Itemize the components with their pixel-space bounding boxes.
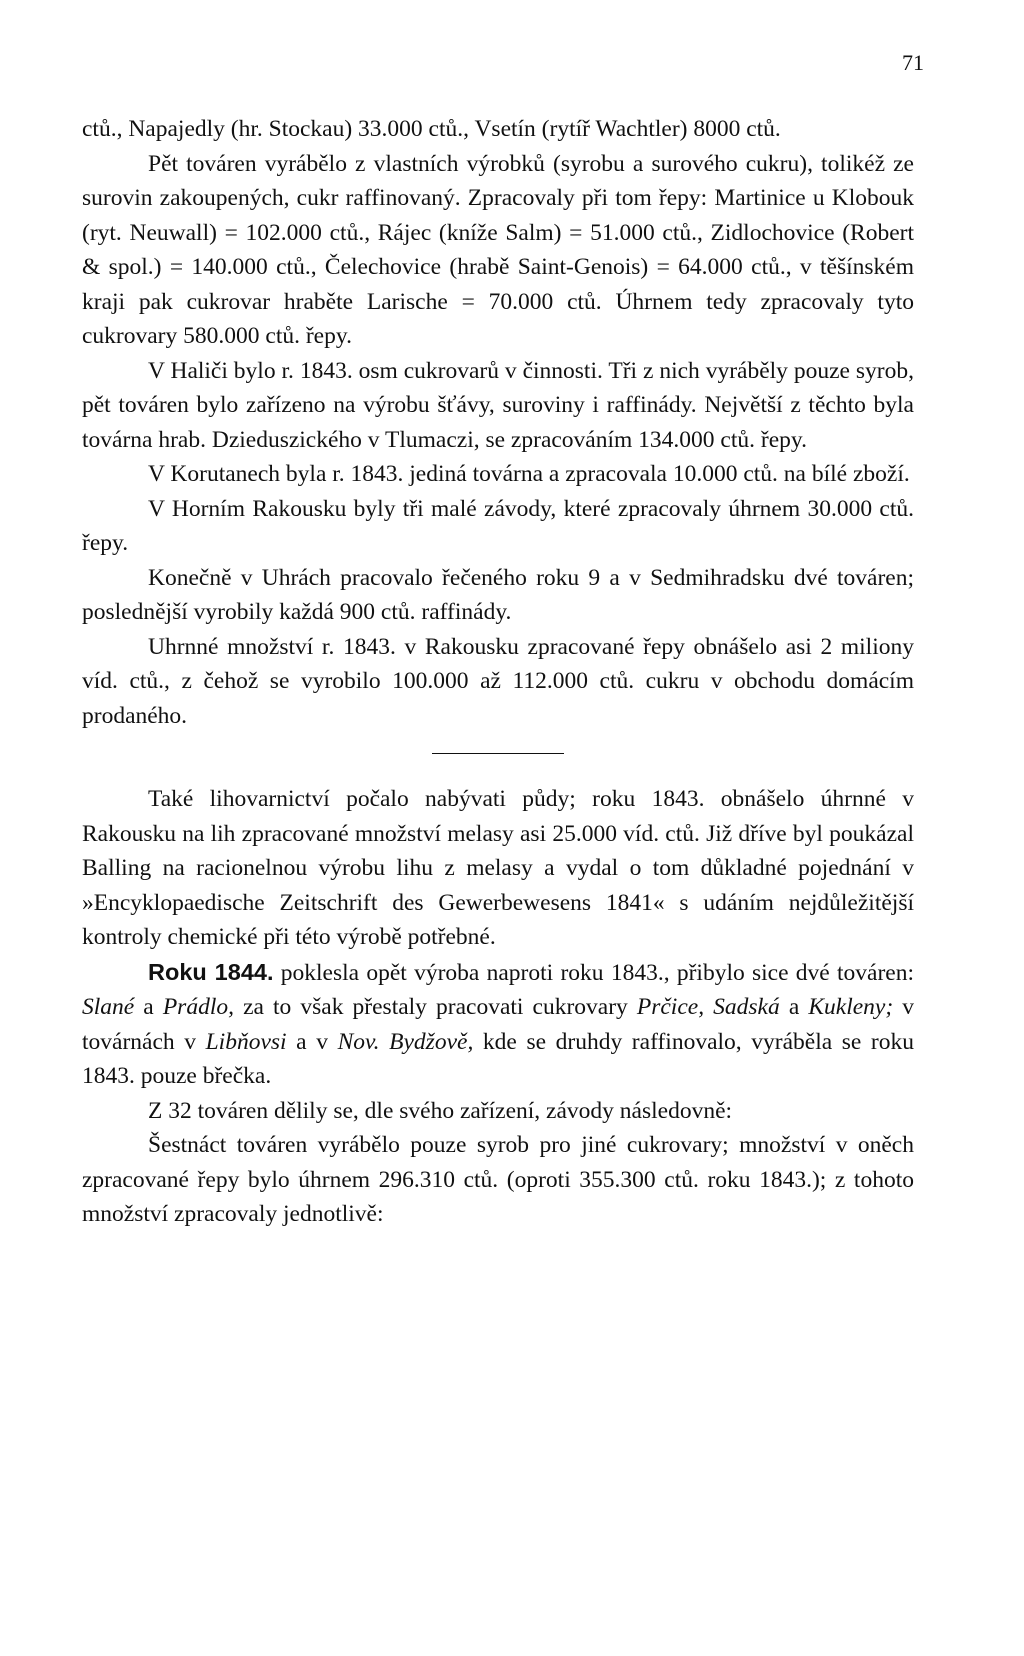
paragraph-continued: ctů., Napajedly (hr. Stockau) 33.000 ctů., Vsetín (rytíř Wachtler) 8000 ctů. [82, 116, 781, 142]
paragraph-galicia: V Haliči bylo r. 1843. osm cukrovarů v činnosti. Tři z nich vyráběly pouze syrob, pět továren bylo zařízeno na výrobu šťávy, suroviny i raffinády. Největší z těchto byla továrna hrab. Dzieduszického v Tlumaczi, se zpracováním 134.000 ctů. řepy. [82, 357, 914, 453]
place-name: Prádlo, [162, 994, 234, 1020]
text-run: v továrnách v [82, 994, 915, 1055]
text-run: a [779, 994, 809, 1020]
paragraph-hungary: Konečně v Uhrách pracovalo řečeného roku 9 a v Sedmihradsku dvé továren; poslednější vyrobily každá 900 ctů. raffinády. [82, 564, 914, 625]
text-run: kde se druhdy raffinovalo, vyráběla se roku 1843. pouze břečka. [82, 1028, 915, 1089]
text-run: poklesla opět výroba naproti roku 1843., přibylo sice dvé továren: [273, 959, 915, 986]
paragraph-year-1844 [82, 955, 914, 1094]
paragraph-carinthia: V Korutanech byla r. 1843. jediná továrna a zpracovala 10.000 ctů. na bílé zboží. [148, 461, 910, 487]
paragraph-32-factories: Z 32 továren dělily se, dle svého zařízení, závody následovně: [148, 1097, 733, 1124]
place-name: Nov. Bydžově, [337, 1028, 474, 1055]
page-body [82, 112, 914, 1232]
place-name: Libňovsi [205, 1028, 287, 1055]
place-name: Kukleny; [808, 994, 894, 1020]
year-1844-heading: Roku 1844. [148, 958, 274, 985]
place-name: Slané [82, 994, 135, 1020]
paragraph-distillery: Také lihovarnictví počalo nabývati půdy; roku 1843. obnášelo úhrnné v Rakousku na lih zpracované množství melasy asi 25.000 víd. ctů. Již dříve byl poukázal Balling na racionelnou výrobu lihu z melasy a vydal o tom důkladné pojednání v »Encyklopaedische Zeitschrift des Gewerbewesens 1841« s udáním nejdůležitější kontroly chemické při této výrobě potřebné. [82, 786, 914, 950]
text-run: za to však přestaly pracovati cukrovary [233, 994, 637, 1020]
paragraph-total-1843: Uhrnné množství r. 1843. v Rakousku zpracované řepy obnášelo asi 2 miliony víd. ctů., z čehož se vyrobilo 100.000 až 112.000 ctů. cukru v obchodu domácím prodaného. [82, 633, 914, 729]
page-number: 71 [902, 50, 924, 75]
paragraph-moravian-factories: Pět továren vyrábělo z vlastních výrobků (syrobu a surového cukru), tolikéž ze surovin zakoupených, cukr raffinovaný. Zpracovaly při tom řepy: Martinice u Klobouk (ryt. Neuwall) = 102.000 ctů., Rájec (kníže Salm) = 51.000 ctů., Zidlochovice (Robert & spol.) = 140.000 ctů., Čelechovice (hrabě Saint-Genois) = 64.000 ctů., v těšínském kraji pak cukrovar hraběte Larische = 70.000 ctů. Úhrnem tedy zpracovaly tyto cukrovary 580.000 ctů. řepy. [82, 150, 914, 349]
text-run: a v [286, 1028, 338, 1055]
place-name: Prčice, Sadská [636, 994, 780, 1020]
paragraph-sixteen-factories: Šestnáct továren vyrábělo pouze syrob pro jiné cukrovary; množství v oněch zpracované řepy bylo úhrnem 296.310 ctů. (oproti 355.300 ctů. roku 1843.); z tohoto množství zpracovaly jednotlivě: [82, 1132, 914, 1227]
section-divider [432, 753, 564, 754]
text-run: a [134, 994, 163, 1020]
paragraph-upper-austria: V Horním Rakousku byly tři malé závody, které zpracovaly úhrnem 30.000 ctů. řepy. [82, 495, 914, 556]
